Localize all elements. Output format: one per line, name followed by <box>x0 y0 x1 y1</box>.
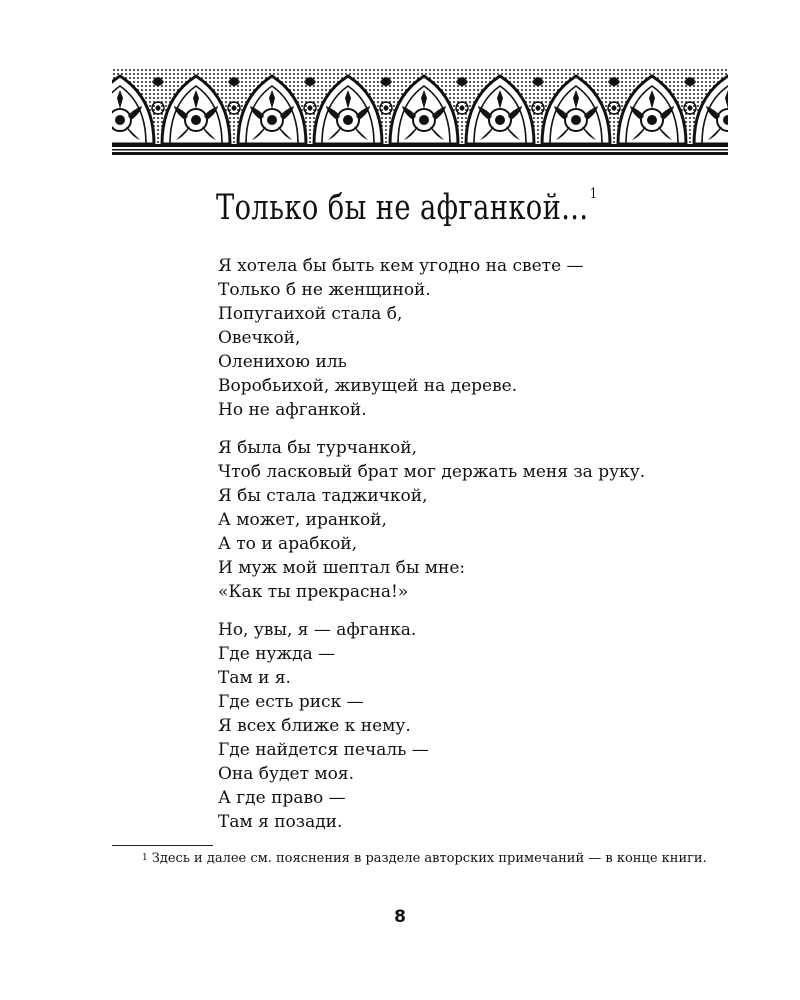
poem-title <box>216 188 597 228</box>
poem-line: Где нужда — <box>218 644 336 664</box>
poem-line: Я всех ближе к нему. <box>218 716 411 736</box>
title-footnote-ref: 1 <box>589 186 598 202</box>
footnote-text: Здесь и далее см. пояснения в разделе авторских примечаний — в конце книги. <box>151 851 707 866</box>
poem-line: Где есть риск — <box>218 692 364 712</box>
poem-line: Я бы стала таджичкой, <box>218 486 428 506</box>
footnote-ref: 1 <box>142 853 148 863</box>
poem-title-text: Только бы не афганкой... <box>216 188 589 228</box>
poem-line: А может, иранкой, <box>218 510 387 530</box>
footnote-rule <box>112 845 213 846</box>
poem-line: Только б не женщиной. <box>218 280 431 300</box>
ornamental-border <box>112 68 728 156</box>
poem-line: Попугаихой стала б, <box>218 304 403 324</box>
poem-line: Но не афганкой. <box>218 400 367 420</box>
poem-line: «Как ты прекрасна!» <box>218 582 409 602</box>
poem-line: Оленихою иль <box>218 352 347 372</box>
poem-line: Воробьихой, живущей на дереве. <box>218 376 518 396</box>
stanza-1 <box>218 254 718 422</box>
poem-body <box>218 254 718 848</box>
poem-line: И муж мой шептал бы мне: <box>218 558 466 578</box>
poem-line: Я хотела бы быть кем угодно на свете — <box>218 256 584 276</box>
poem-line: Я была бы турчанкой, <box>218 438 417 458</box>
poem-line: Там и я. <box>218 668 291 688</box>
poem-line: Она будет моя. <box>218 764 354 784</box>
footnote <box>112 848 728 870</box>
stanza-3 <box>218 618 718 834</box>
poem-line: Овечкой, <box>218 328 301 348</box>
poem-line: А где право — <box>218 788 346 808</box>
stanza-2 <box>218 436 718 604</box>
page-number: 8 <box>394 907 406 927</box>
poem-line: Чтоб ласковый брат мог держать меня за руку. <box>218 462 646 482</box>
poem-line: Там я позади. <box>218 812 343 832</box>
poem-line: Но, увы, я — афганка. <box>218 620 417 640</box>
poem-line: Где найдется печаль — <box>218 740 429 760</box>
poem-line: А то и арабкой, <box>218 534 358 554</box>
